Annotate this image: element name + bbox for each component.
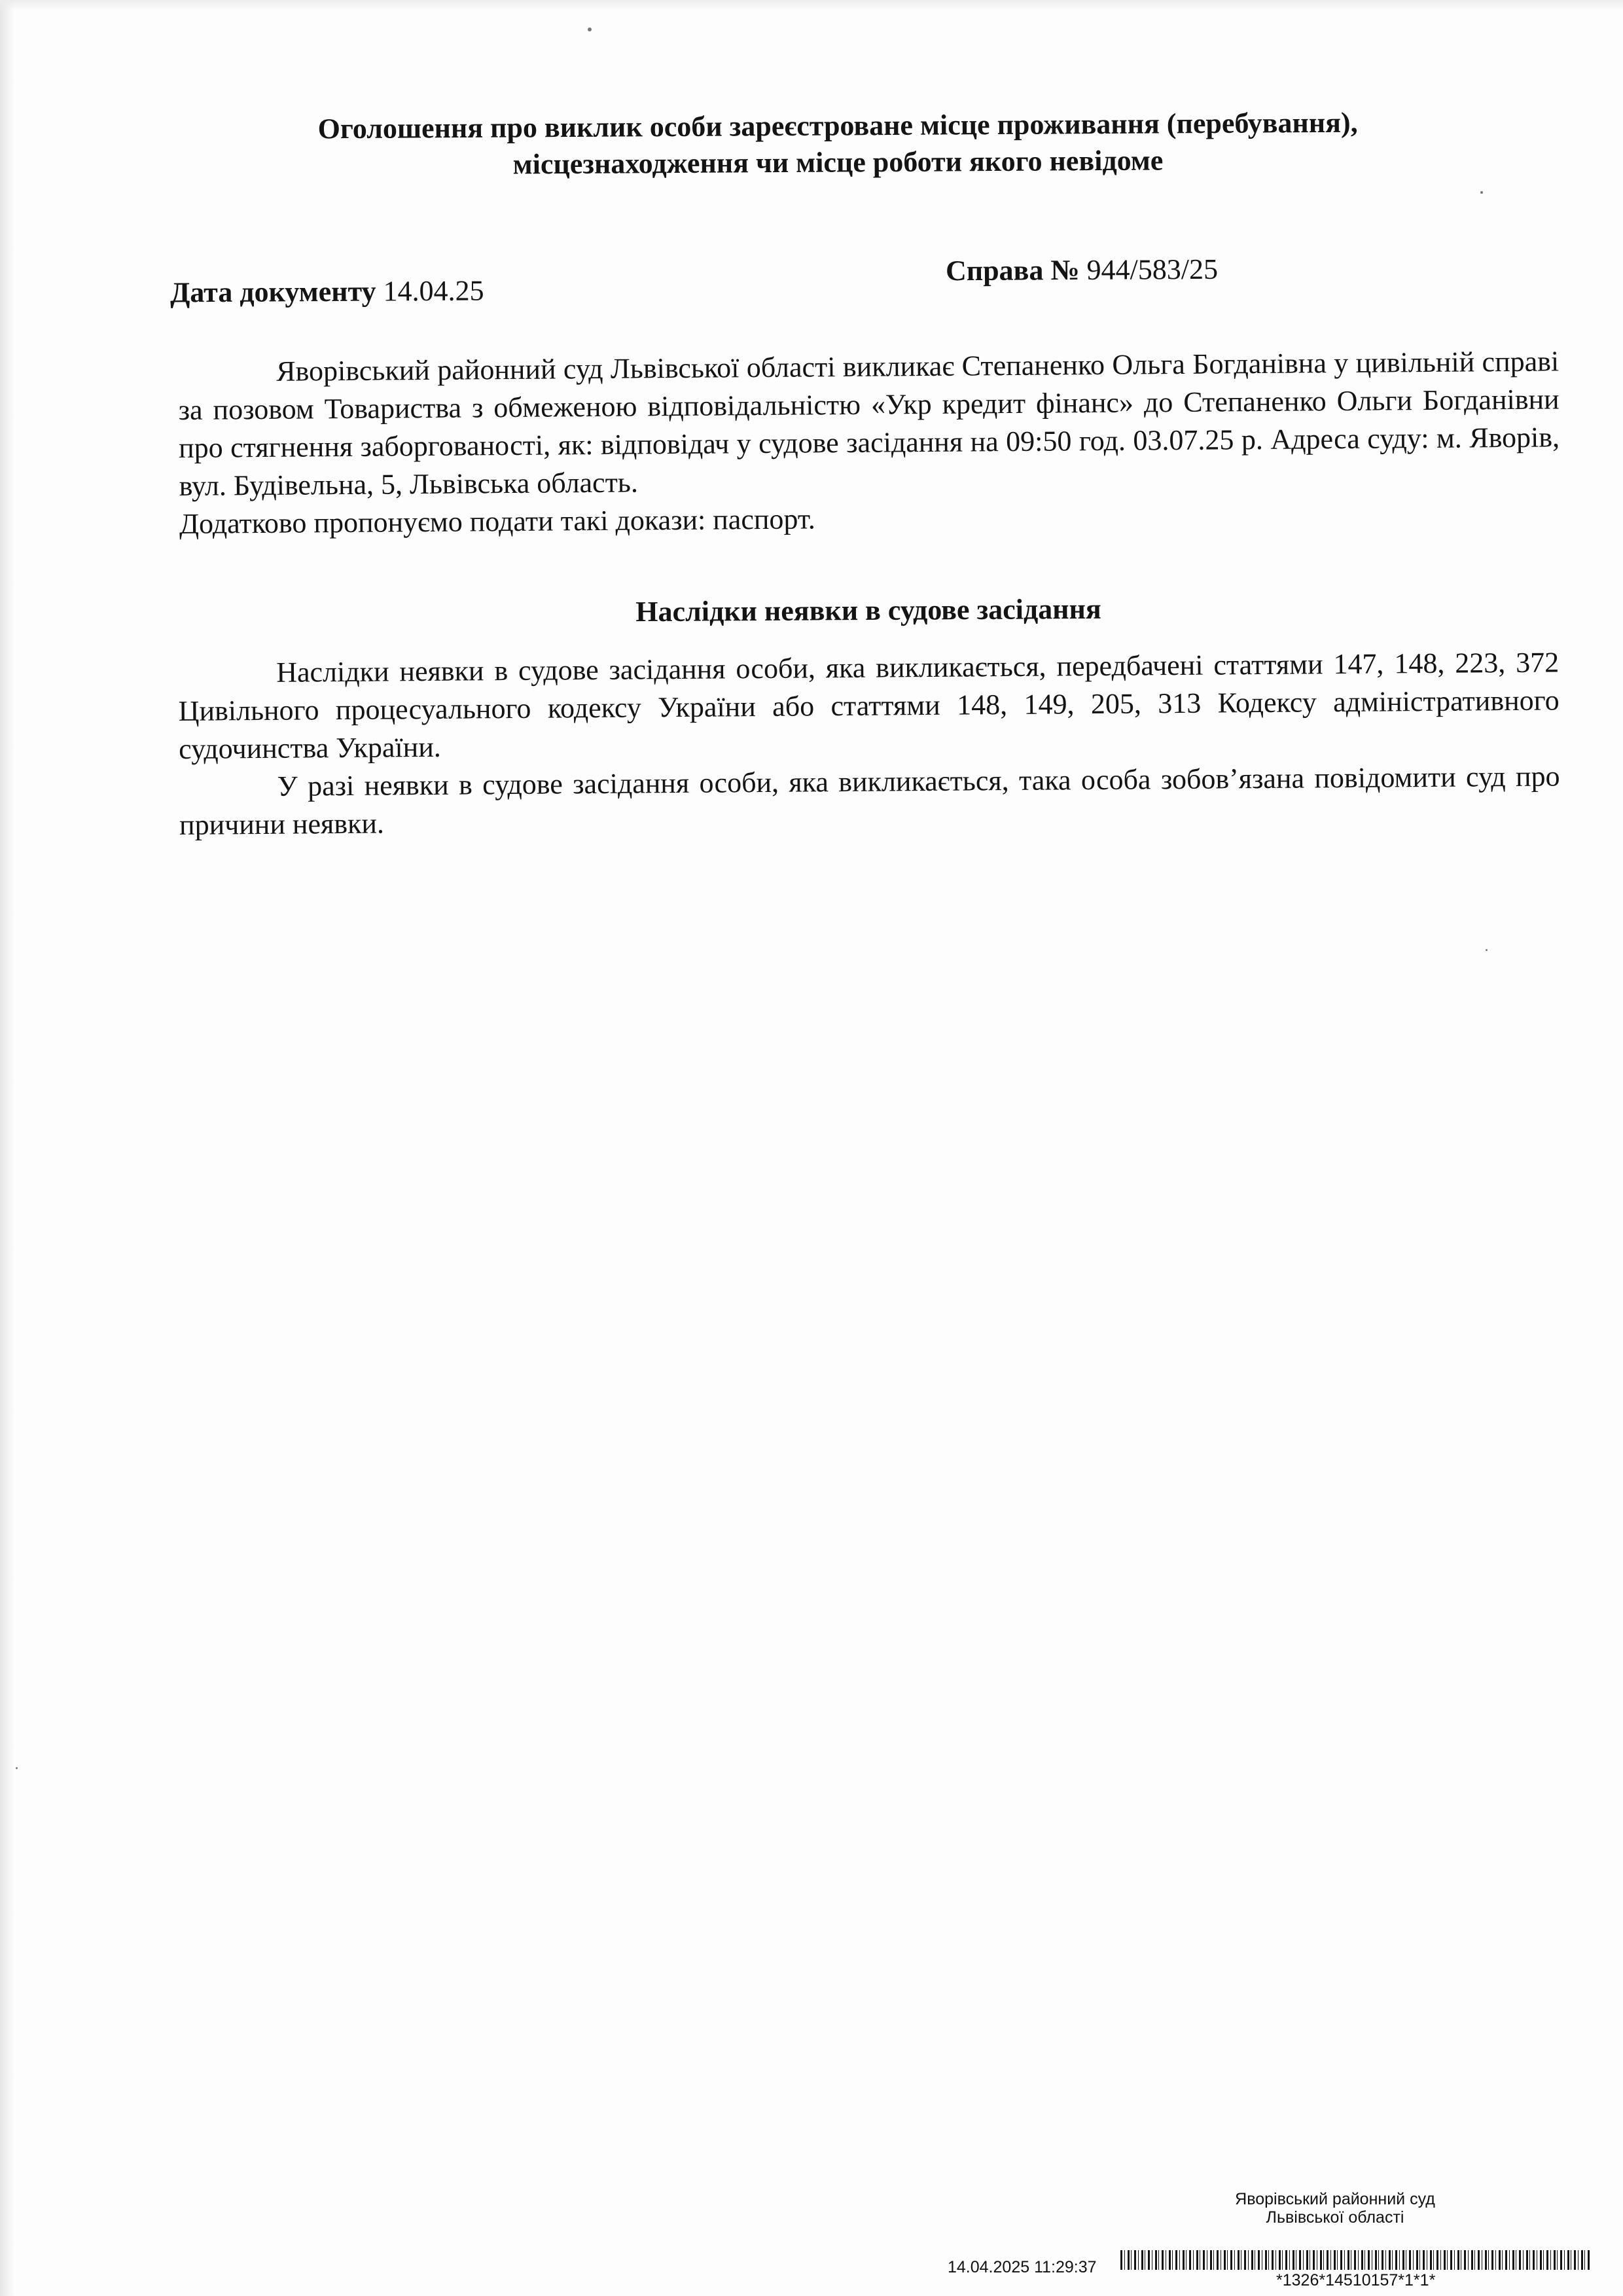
date-value: 14.04.25 <box>383 274 484 308</box>
case-value: 944/583/25 <box>1086 253 1219 286</box>
document-date <box>170 273 484 312</box>
consequences-heading: Наслідки неявки в судове засідання <box>635 592 1101 628</box>
consequences-paragraph-1: Наслідки неявки в судове засідання особи, яка викликається, передбачені статтями 147, 148, 223, 372 Цивільного процесуального кодексу України або статтями 148, 149, 205, 313 Кодексу адміністративного судочинства України. <box>178 646 1560 765</box>
case-label: Справа № <box>945 254 1080 287</box>
title-line-1: Оголошення про виклик особи зареєстроване місце проживання (перебування), <box>317 106 1358 145</box>
scan-speck <box>1486 949 1488 951</box>
date-label: Дата документу <box>169 275 376 309</box>
scan-speck <box>1480 191 1483 194</box>
document-title <box>249 104 1427 185</box>
consequences-paragraph-2: У разі неявки в судове засідання особи, яка викликається, така особа зобов’язана повідомити суд про причини неявки. <box>179 760 1560 841</box>
title-line-2: місцезнаходження чи місце роботи якого невідоме <box>512 144 1164 181</box>
barcode-number: *1326*14510157*1*1* <box>1276 2271 1436 2289</box>
registration-timestamp: 14.04.2025 11:29:37 <box>948 2258 1097 2276</box>
scan-edge-shadow-top <box>0 0 1623 10</box>
consequences-section <box>178 643 1560 844</box>
summons-paragraph: Яворівський районний суд Львівської області викликає Степаненко Ольга Богданівна у цивільній справі за позовом Товариства з обмеженою відповідальністю «Укр кредит фінанс» до Степаненко Ольги Богданівни про стягнення заборгованості, як: відповідач у судове засідання на 09:50 год. 03.07.25 р. Адреса суду: м. Яворів, вул. Будівельна, 5, Львівська область. <box>178 345 1560 502</box>
stamp-court-line-2: Львівської області <box>1266 2208 1404 2227</box>
evidence-request: Додатково пропонуємо подати такі докази: паспорт. <box>179 503 815 540</box>
scan-speck <box>16 1767 18 1769</box>
scan-edge-shadow-left <box>0 0 14 2296</box>
stamp-court-line-1: Яворівський районний суд <box>1235 2190 1435 2208</box>
registration-stamp-court <box>1198 2190 1472 2227</box>
scan-speck <box>588 27 592 31</box>
barcode <box>1120 2250 1592 2270</box>
case-number <box>946 251 1218 290</box>
summons-section <box>178 342 1560 543</box>
